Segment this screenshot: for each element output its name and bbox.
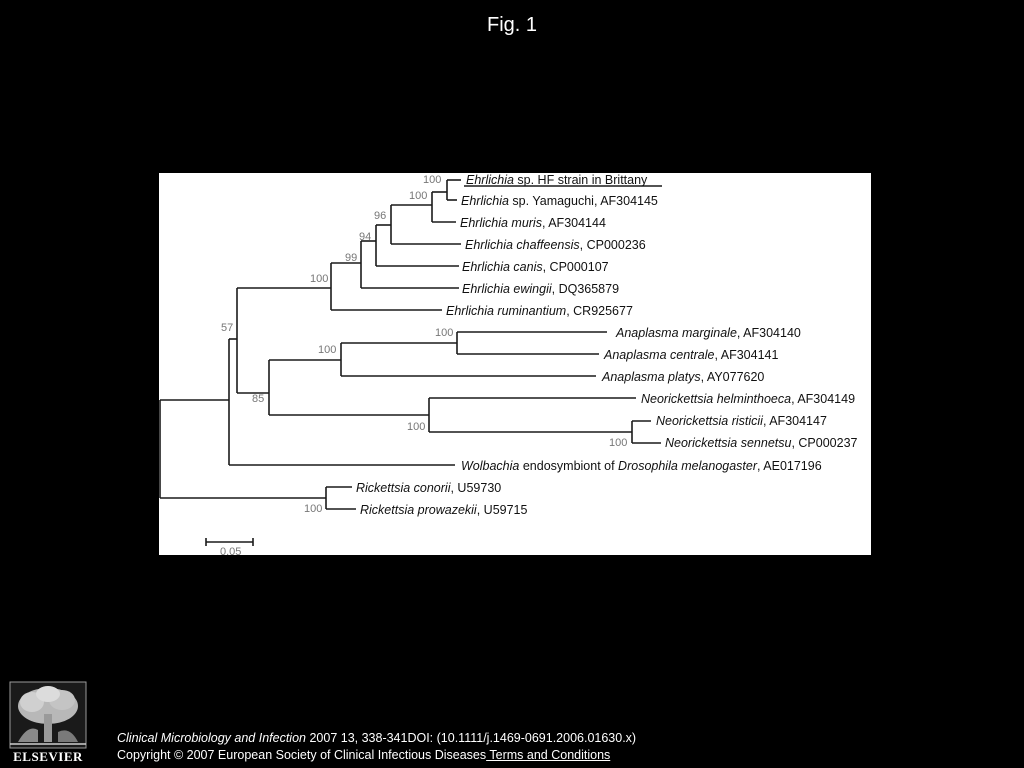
taxon-detail: , AF304149: [791, 392, 856, 406]
taxon-genus: Ehrlichia muris: [460, 216, 542, 230]
elsevier-wordmark: ELSEVIER: [13, 749, 83, 764]
bootstrap-value: 100: [407, 421, 426, 433]
taxon-genus: Neorickettsia risticii: [656, 414, 763, 428]
copyright-text: Copyright © 2007 European Society of Clinical Infectious Diseases: [117, 748, 487, 762]
taxon-label: [462, 282, 619, 296]
taxon-detail: , CR925677: [566, 304, 633, 318]
bootstrap-value: 100: [318, 344, 337, 356]
taxon-label: [462, 260, 609, 274]
copyright-line: [117, 747, 636, 764]
bootstrap-value: 94: [359, 231, 372, 243]
bootstrap-value: 100: [609, 437, 628, 449]
taxon-detail: , U59715: [476, 503, 528, 517]
phylogenetic-tree: [159, 173, 871, 555]
taxon-label: [641, 392, 855, 406]
taxon-label: [615, 326, 801, 340]
taxon-detail: , AF304141: [714, 348, 779, 362]
taxon-genus: Ehrlichia ewingii: [462, 282, 552, 296]
taxon-genus: Neorickettsia helminthoeca: [641, 392, 792, 406]
journal-name: Clinical Microbiology and Infection: [117, 731, 306, 745]
taxon-genus: Anaplasma platys: [602, 370, 701, 384]
taxon-detail: , AF304144: [541, 216, 606, 230]
bootstrap-value: 100: [423, 174, 442, 186]
bootstrap-value: 57: [221, 322, 234, 334]
taxon-label: [356, 481, 501, 495]
taxon-detail: , AF304147: [762, 414, 827, 428]
taxon-label: [466, 173, 648, 187]
taxon-detail: sp. Yamaguchi, AF304145: [508, 194, 658, 208]
terms-and-conditions-link[interactable]: Terms and Conditions: [486, 748, 611, 762]
taxon-detail: , AF304140: [736, 326, 801, 340]
taxon-genus: Rickettsia prowazekii: [360, 503, 477, 517]
taxon-detail: , CP000237: [791, 436, 858, 450]
scale-bar: [206, 538, 253, 555]
taxon-genus: Anaplasma marginale: [616, 326, 737, 340]
taxon-label: [601, 370, 764, 384]
taxon-detail: sp. HF strain in Brittany: [513, 173, 648, 187]
taxon-detail: , CP000107: [542, 260, 609, 274]
taxon-genus: Anaplasma centrale: [604, 348, 715, 362]
elsevier-logo: [8, 680, 88, 764]
citation-details: 2007 13, 338-341DOI: (10.1111/j.1469-0691.2006.01630.x): [305, 731, 637, 745]
scale-bar-label: 0.05: [220, 546, 242, 555]
taxon-genus: Wolbachia: [461, 459, 520, 473]
bootstrap-value: 99: [345, 252, 358, 264]
taxon-label: [665, 436, 858, 450]
taxon-label: [446, 304, 633, 318]
citation-block: [117, 730, 636, 764]
taxon-genus: Ehrlichia canis: [462, 260, 543, 274]
taxon-label: [460, 216, 606, 230]
taxon-detail: , DQ365879: [551, 282, 620, 296]
taxon-label: [360, 503, 527, 517]
taxon-detail: , CP000236: [579, 238, 646, 252]
bootstrap-value: 100: [310, 273, 329, 285]
taxon-detail: endosymbiont of: [519, 459, 619, 473]
taxon-label: [603, 348, 778, 362]
citation-line: [117, 730, 636, 747]
slide-title: Fig. 1: [486, 14, 538, 36]
taxon-detail: , AE017196: [757, 459, 822, 473]
taxon-label: [461, 459, 822, 473]
elsevier-tree-icon: [8, 680, 88, 764]
bootstrap-value: 85: [252, 393, 265, 405]
phylogenetic-tree-figure: [159, 173, 871, 555]
taxon-genus: Ehrlichia ruminantium: [446, 304, 567, 318]
bootstrap-value: 100: [409, 190, 428, 202]
taxon-label: [461, 194, 658, 208]
taxon-genus: Ehrlichia chaffeensis: [465, 238, 580, 252]
taxon-genus: Drosophila melanogaster: [618, 459, 758, 473]
taxon-genus: Rickettsia conorii: [356, 481, 451, 495]
taxon-label: [656, 414, 827, 428]
taxon-genus: Neorickettsia sennetsu: [665, 436, 792, 450]
taxon-detail: , U59730: [450, 481, 502, 495]
taxon-genus: Ehrlichia: [461, 194, 509, 208]
bootstrap-value: 100: [435, 327, 454, 339]
bootstrap-value: 96: [374, 210, 387, 222]
taxon-genus: Ehrlichia: [466, 173, 514, 187]
taxon-label: [465, 238, 646, 252]
taxon-detail: , AY077620: [700, 370, 765, 384]
bootstrap-value: 100: [304, 503, 323, 515]
